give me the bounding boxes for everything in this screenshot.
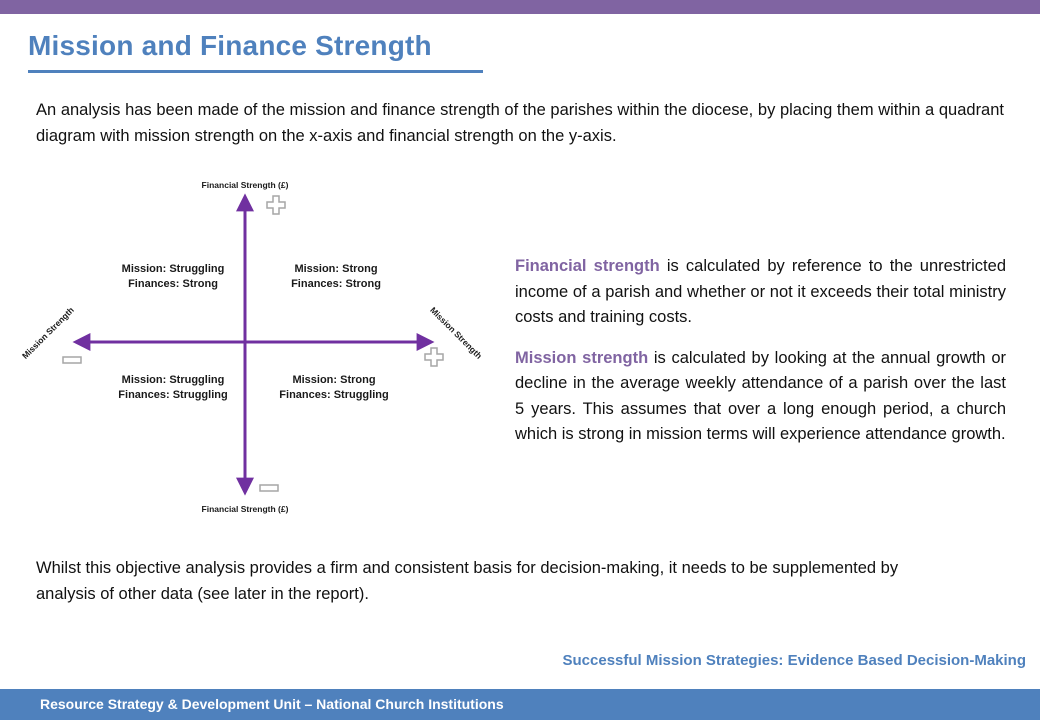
footer-text: Resource Strategy & Development Unit – National Church Institutions — [40, 696, 504, 712]
mission-strength-term: Mission strength — [515, 348, 649, 367]
top-accent-bar — [0, 0, 1040, 14]
y-axis-label-bottom: Financial Strength (£) — [201, 504, 289, 514]
financial-strength-paragraph — [515, 254, 1006, 331]
footer-bar — [0, 689, 1040, 720]
strength-explanation — [515, 254, 1006, 463]
intro-paragraph: An analysis has been made of the mission and finance strength of the parishes within the diocese, by placing them within a quadrant diagram with mission strength on the x-axis and financial strength on the y-axis. — [36, 101, 1004, 145]
closing-paragraph: Whilst this objective analysis provides a firm and consistent basis for decision-making, it needs to be supplemented by analysis of other data (see later in the report). — [36, 559, 899, 603]
financial-strength-text: is calculated by reference to the unrestricted income of a parish and whether or not it exceeds their total ministry costs and training costs. — [515, 257, 1006, 326]
x-axis-label-right: Mission Strength — [428, 304, 485, 361]
quadrant-top-right-finances: Finances: Strong — [291, 278, 381, 290]
minus-icon-left — [63, 357, 81, 363]
mission-strength-paragraph — [515, 346, 1006, 448]
x-axis-label-left: Mission Strength — [19, 304, 76, 361]
quadrant-bottom-right-mission: Mission: Strong — [292, 374, 376, 386]
quadrant-bottom-left-finances: Finances: Struggling — [118, 389, 228, 401]
mission-strength-text: is calculated by looking at the annual growth or decline in the average weekly attendance of a parish over the last 5 years. This assumes that over a long enough period, a church which is strong in mission terms will experience attendance growth. — [515, 348, 1006, 443]
quadrant-top-left-mission: Mission: Struggling — [121, 263, 225, 275]
plus-icon-right — [425, 348, 443, 366]
financial-strength-term: Financial strength — [515, 257, 660, 275]
quadrant-bottom-left-mission: Mission: Struggling — [121, 374, 225, 386]
report-subtitle: Successful Mission Strategies: Evidence Based Decision-Making — [562, 652, 1026, 669]
minus-icon-bottom — [260, 485, 278, 491]
quadrant-top-left-finances: Finances: Strong — [128, 278, 218, 290]
page-title: Mission and Finance Strength — [28, 30, 432, 61]
quadrant-diagram — [18, 172, 488, 522]
quadrant-top-right-mission: Mission: Strong — [294, 263, 378, 275]
title-underline — [28, 70, 483, 73]
quadrant-bottom-right-finances: Finances: Struggling — [279, 389, 389, 401]
y-axis-label-top: Financial Strength (£) — [201, 180, 289, 190]
plus-icon-top — [267, 196, 285, 214]
